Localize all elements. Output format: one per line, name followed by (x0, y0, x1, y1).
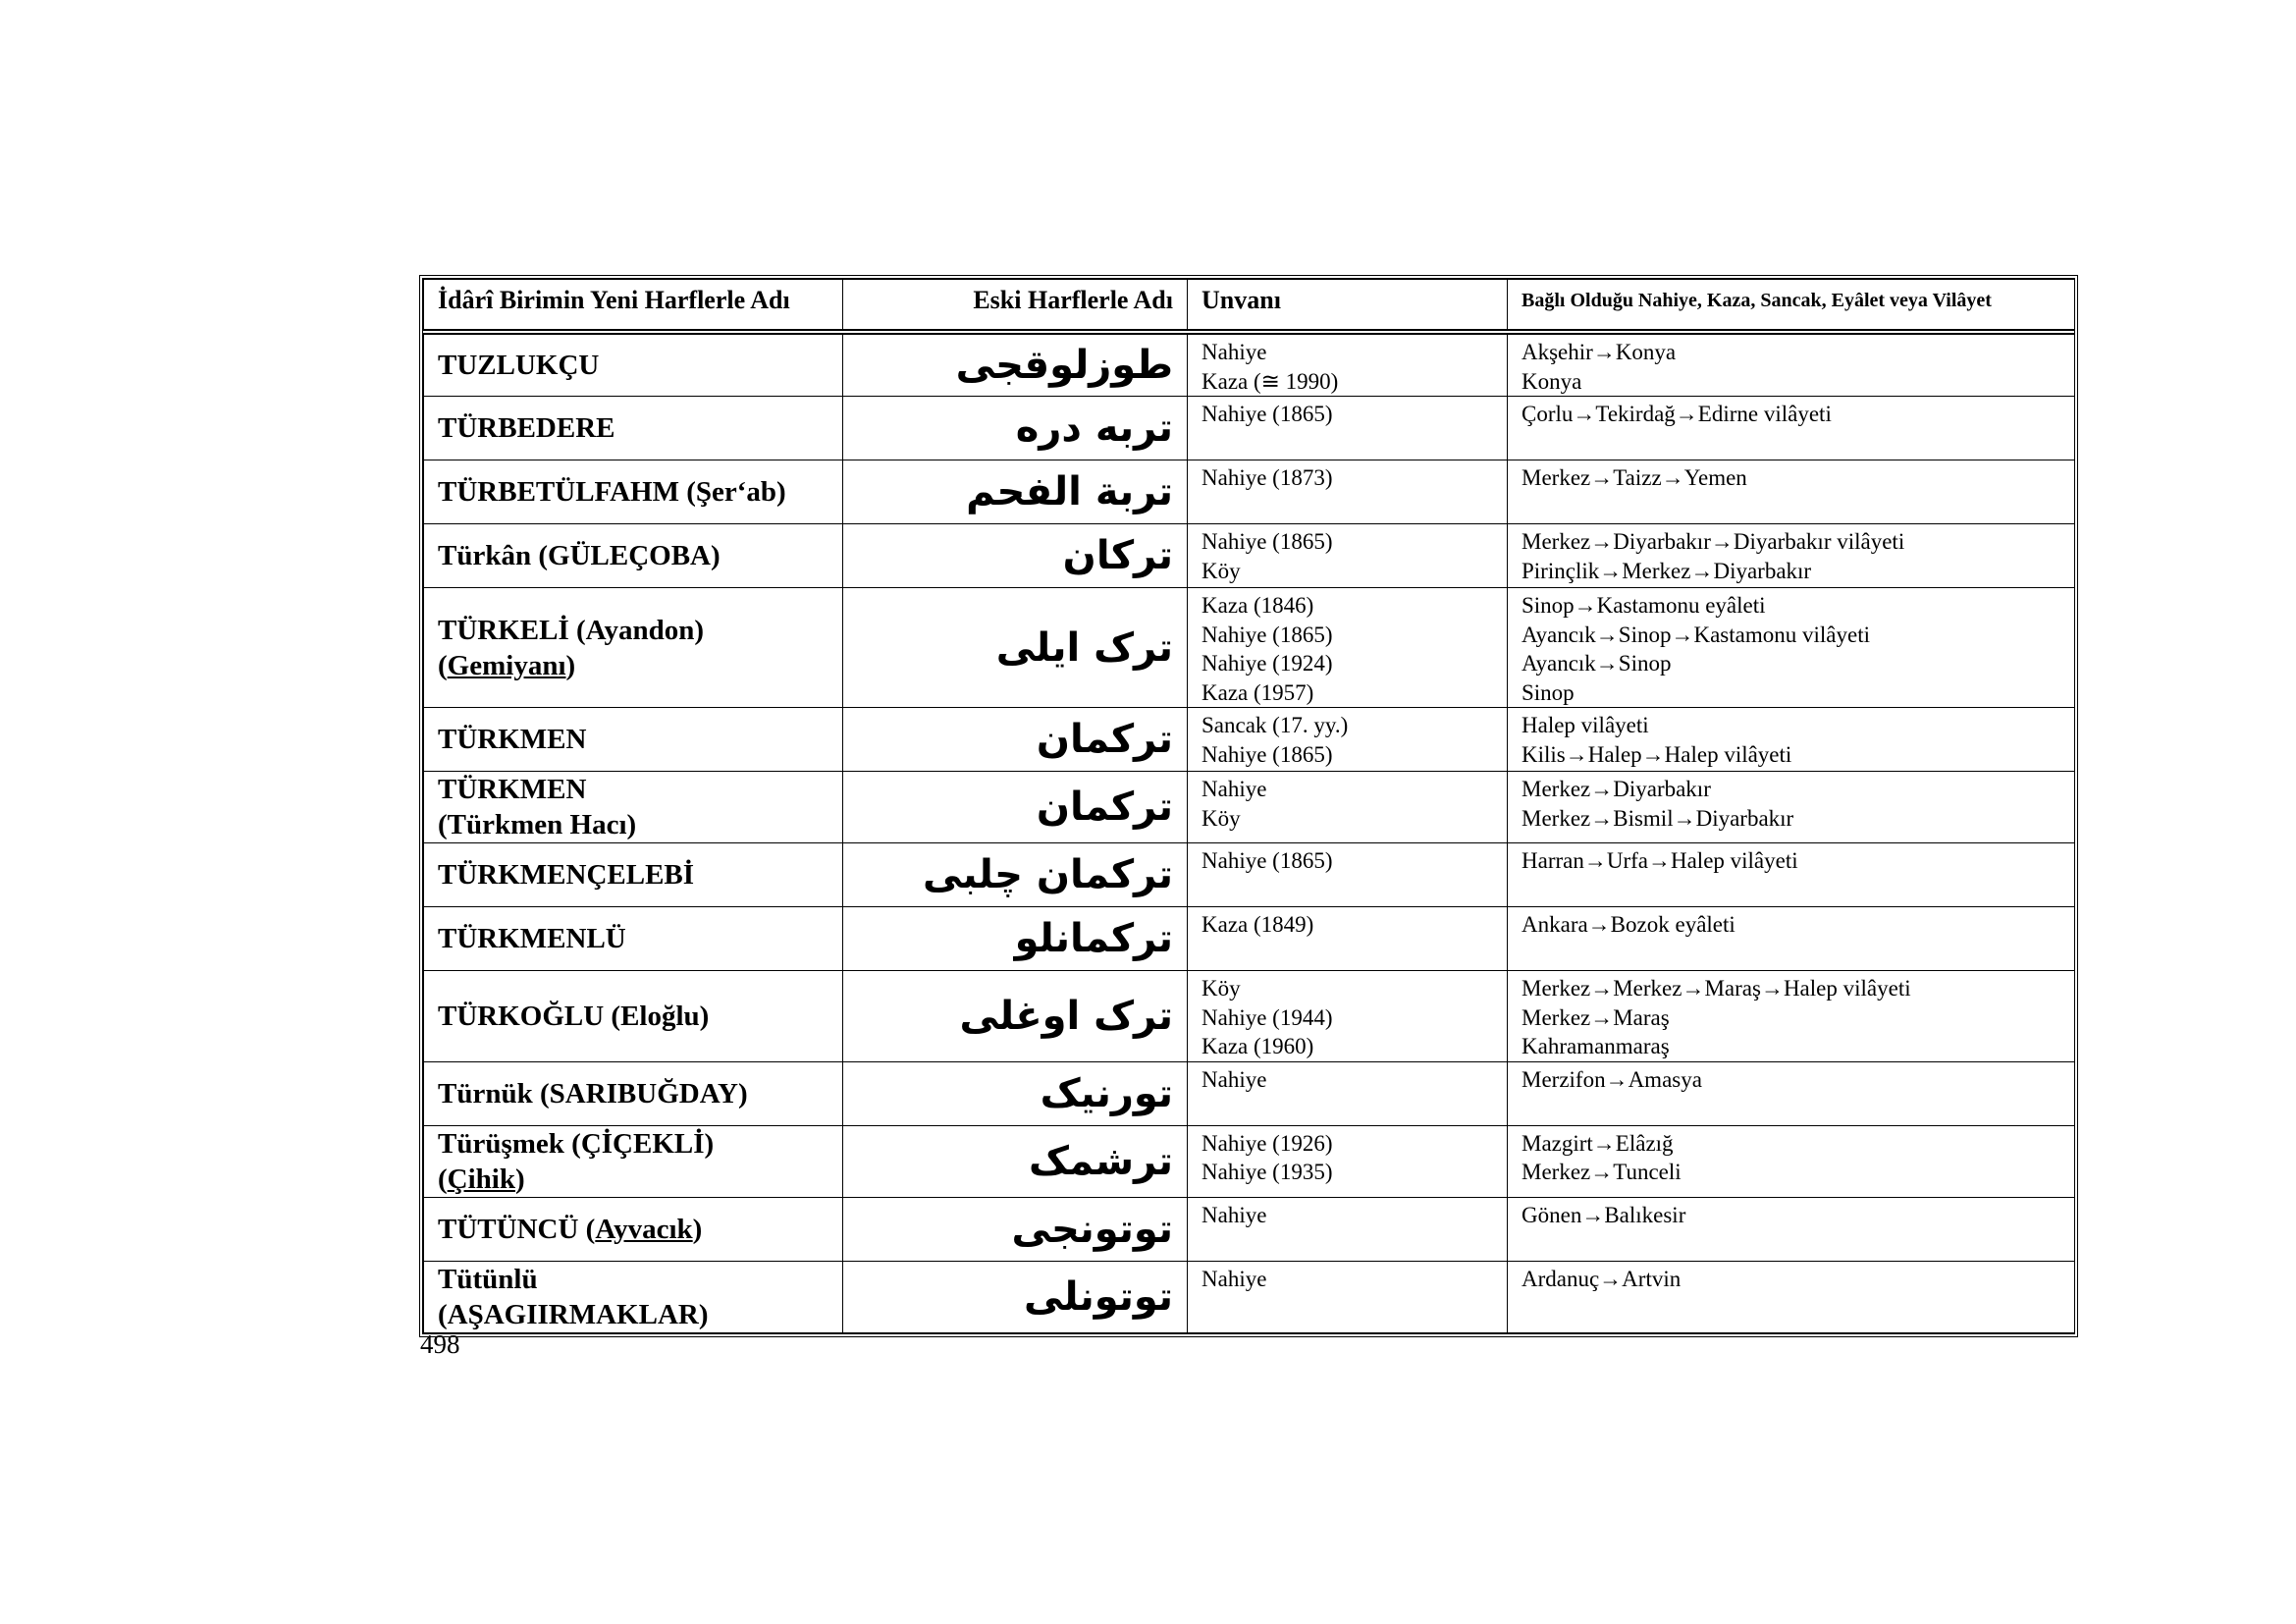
affiliation-line: Kahramanmaraş (1522, 1034, 1670, 1058)
name-segment: ( (438, 1163, 448, 1195)
name-line (438, 1262, 832, 1297)
cell-new-name (424, 971, 843, 1062)
table-row (424, 1197, 2075, 1261)
table-header-row (424, 280, 2075, 333)
affiliation-line: Merkez→Diyarbakır→Diyarbakır vilâyeti (1522, 529, 1905, 554)
name-segment: TÜRKMEN (438, 724, 587, 755)
cell-affiliation (1508, 1261, 2075, 1332)
table-row (424, 907, 2075, 971)
name-line (438, 474, 832, 510)
name-line (438, 722, 832, 757)
cell-title (1188, 843, 1508, 907)
affiliation-line: Merkez→Diyarbakır (1522, 777, 1711, 801)
cell-title (1188, 460, 1508, 524)
cell-new-name (424, 1197, 843, 1261)
cell-new-name (424, 524, 843, 588)
cell-title (1188, 1197, 1508, 1261)
affiliation-line: Pirinçlik→Merkez→Diyarbakır (1522, 558, 1812, 583)
title-line: Nahiye (1865) (1201, 622, 1333, 647)
cell-old-name: تركمان (843, 708, 1188, 772)
cell-new-name (424, 907, 843, 971)
affiliation-line: Çorlu→Tekirdağ→Edirne vilâyeti (1522, 402, 1832, 426)
cell-new-name (424, 1261, 843, 1332)
cell-old-name: تركمانلو (843, 907, 1188, 971)
name-segment: TÜRBEDERE (438, 412, 615, 444)
cell-new-name (424, 708, 843, 772)
name-line (438, 857, 832, 893)
title-line: Köy (1201, 805, 1241, 831)
cell-title (1188, 332, 1508, 397)
affiliation-line: Ardanuç→Artvin (1522, 1266, 1682, 1291)
title-line: Nahiye (1201, 340, 1267, 364)
name-line (438, 1126, 832, 1162)
cell-affiliation (1508, 971, 2075, 1062)
title-line: Nahiye (1201, 1066, 1267, 1092)
title-line: Kaza (≅ 1990) (1201, 368, 1339, 394)
cell-new-name (424, 588, 843, 708)
title-line: Nahiye (1924) (1201, 651, 1333, 676)
title-line: Nahiye (1865) (1201, 848, 1333, 873)
underlined-name-segment: Ayvacık (595, 1213, 693, 1245)
name-line (438, 999, 832, 1034)
affiliation-line: Sinop→Kastamonu eyâleti (1522, 593, 1766, 618)
table-row (424, 971, 2075, 1062)
cell-affiliation (1508, 397, 2075, 460)
affiliation-line: Ayancık→Sinop (1522, 651, 1672, 676)
title-line: Nahiye (1865) (1201, 402, 1333, 426)
header-title: Unvanı (1188, 280, 1508, 333)
cell-affiliation (1508, 460, 2075, 524)
cell-new-name (424, 397, 843, 460)
cell-title (1188, 1125, 1508, 1197)
name-segment: TÜRKOĞLU (Eloğlu) (438, 1000, 710, 1032)
title-line: Nahiye (1865) (1201, 529, 1333, 554)
affiliation-line: Merkez→Bismil→Diyarbakır (1522, 805, 1794, 831)
cell-new-name (424, 772, 843, 843)
cell-title (1188, 772, 1508, 843)
cell-old-name: تركمان چلبى (843, 843, 1188, 907)
header-new-name: İdârî Birimin Yeni Harflerle Adı (424, 280, 843, 333)
title-line: Nahiye (1926) (1201, 1130, 1333, 1156)
cell-old-name: طوزلوقجى (843, 332, 1188, 397)
table-row (424, 1261, 2075, 1332)
cell-title (1188, 971, 1508, 1062)
title-line: Nahiye (1944) (1201, 1004, 1333, 1030)
affiliation-line: Merkez→Merkez→Maraş→Halep vilâyeti (1522, 976, 1911, 1001)
gazetteer-table (419, 275, 2078, 1337)
name-segment: TUZLUKÇU (438, 350, 600, 381)
affiliation-line: Merzifon→Amasya (1522, 1066, 1702, 1092)
name-segment: Tütünlü (438, 1263, 538, 1295)
cell-affiliation (1508, 588, 2075, 708)
cell-title (1188, 1061, 1508, 1125)
affiliation-line: Merkez→Taizz→Yemen (1522, 465, 1747, 490)
name-line (438, 921, 832, 956)
header-affiliation: Bağlı Olduğu Nahiye, Kaza, Sancak, Eyâlet veya Vilâyet (1508, 280, 2075, 333)
underlined-name-segment: Çihik (447, 1163, 515, 1195)
affiliation-line: Kilis→Halep→Halep vilâyeti (1522, 741, 1792, 767)
name-segment: TÜRKMENLÜ (438, 923, 626, 954)
title-line: Nahiye (1873) (1201, 465, 1333, 490)
name-segment: TÜRBETÜLFAHM (Şer‘ab) (438, 476, 786, 508)
name-segment: TÜRKELİ (Ayandon) (438, 614, 704, 646)
title-line: Nahiye (1201, 1202, 1267, 1227)
cell-title (1188, 397, 1508, 460)
cell-old-name: تربة الفحم (843, 460, 1188, 524)
title-line: Kaza (1957) (1201, 679, 1314, 705)
table-row (424, 332, 2075, 397)
name-segment: TÜRKMENÇELEBİ (438, 859, 695, 891)
affiliation-line: Sinop (1522, 679, 1575, 705)
name-line (438, 1162, 832, 1197)
table-body (424, 332, 2075, 1332)
table-row (424, 708, 2075, 772)
affiliation-line: Mazgirt→Elâzığ (1522, 1130, 1674, 1156)
affiliation-line: Halep vilâyeti (1522, 713, 1649, 737)
cell-new-name (424, 1061, 843, 1125)
cell-affiliation (1508, 332, 2075, 397)
title-line: Kaza (1960) (1201, 1034, 1314, 1058)
title-line: Nahiye (1201, 1266, 1267, 1291)
name-segment: Türüşmek (ÇİÇEKLİ) (438, 1127, 715, 1160)
affiliation-line: Ayancık→Sinop→Kastamonu vilâyeti (1522, 622, 1870, 647)
name-line (438, 1076, 832, 1111)
cell-old-name: تركان (843, 524, 1188, 588)
affiliation-line: Ankara→Bozok eyâleti (1522, 912, 1735, 937)
name-line (438, 772, 832, 807)
name-line (438, 348, 832, 383)
cell-new-name (424, 332, 843, 397)
cell-affiliation (1508, 772, 2075, 843)
cell-title (1188, 1261, 1508, 1332)
name-segment: Türnük (SARIBUĞDAY) (438, 1077, 748, 1110)
cell-affiliation (1508, 907, 2075, 971)
title-line: Köy (1201, 558, 1241, 583)
cell-affiliation (1508, 708, 2075, 772)
title-line: Nahiye (1865) (1201, 741, 1333, 767)
cell-old-name: تورنيک (843, 1061, 1188, 1125)
title-line: Nahiye (1201, 777, 1267, 801)
name-segment: (AŞAGIIRMAKLAR) (438, 1298, 709, 1330)
title-line: Köy (1201, 976, 1241, 1001)
name-segment: ) (565, 649, 576, 681)
table-row (424, 843, 2075, 907)
cell-title (1188, 524, 1508, 588)
name-segment: ) (515, 1163, 525, 1195)
cell-old-name: توتونجى (843, 1197, 1188, 1261)
name-line (438, 1297, 832, 1332)
cell-old-name: تركمان (843, 772, 1188, 843)
name-segment: Türkân (GÜLEÇOBA) (438, 540, 721, 571)
table-row (424, 1125, 2075, 1197)
cell-affiliation (1508, 1061, 2075, 1125)
cell-affiliation (1508, 524, 2075, 588)
cell-title (1188, 588, 1508, 708)
affiliation-line: Harran→Urfa→Halep vilâyeti (1522, 848, 1798, 873)
title-line: Sancak (17. yy.) (1201, 713, 1349, 737)
cell-affiliation (1508, 1125, 2075, 1197)
cell-new-name (424, 843, 843, 907)
cell-old-name: توتونلى (843, 1261, 1188, 1332)
affiliation-line: Gönen→Balıkesir (1522, 1202, 1686, 1227)
header-old-name: Eski Harflerle Adı (843, 280, 1188, 333)
underlined-name-segment: Gemiyanı (447, 649, 566, 681)
name-segment: TÜRKMEN (438, 774, 587, 805)
name-segment: ) (692, 1213, 703, 1245)
name-line (438, 613, 832, 648)
table-row (424, 460, 2075, 524)
title-line: Kaza (1849) (1201, 912, 1314, 937)
name-line (438, 807, 832, 842)
affiliation-line: Konya (1522, 368, 1582, 394)
cell-new-name (424, 460, 843, 524)
name-segment: TÜTÜNCÜ ( (438, 1213, 596, 1245)
name-line (438, 1212, 832, 1247)
affiliation-line: Merkez→Tunceli (1522, 1160, 1682, 1184)
cell-title (1188, 907, 1508, 971)
cell-old-name: ترشمک (843, 1125, 1188, 1197)
cell-new-name (424, 1125, 843, 1197)
name-segment: ( (438, 649, 448, 681)
title-line: Kaza (1846) (1201, 593, 1314, 618)
table-row (424, 772, 2075, 843)
name-line (438, 648, 832, 683)
cell-affiliation (1508, 843, 2075, 907)
cell-old-name: ترک اوغلى (843, 971, 1188, 1062)
table-row (424, 524, 2075, 588)
table-row (424, 397, 2075, 460)
table-row (424, 588, 2075, 708)
cell-old-name: ترک ايلى (843, 588, 1188, 708)
affiliation-line: Akşehir→Konya (1522, 340, 1677, 364)
cell-old-name: تربه دره (843, 397, 1188, 460)
name-segment: (Türkmen Hacı) (438, 809, 637, 840)
affiliation-line: Merkez→Maraş (1522, 1004, 1670, 1030)
cell-title (1188, 708, 1508, 772)
name-line (438, 538, 832, 573)
table-row (424, 1061, 2075, 1125)
name-line (438, 410, 832, 446)
page-number: 498 (420, 1329, 460, 1359)
cell-affiliation (1508, 1197, 2075, 1261)
title-line: Nahiye (1935) (1201, 1160, 1333, 1184)
